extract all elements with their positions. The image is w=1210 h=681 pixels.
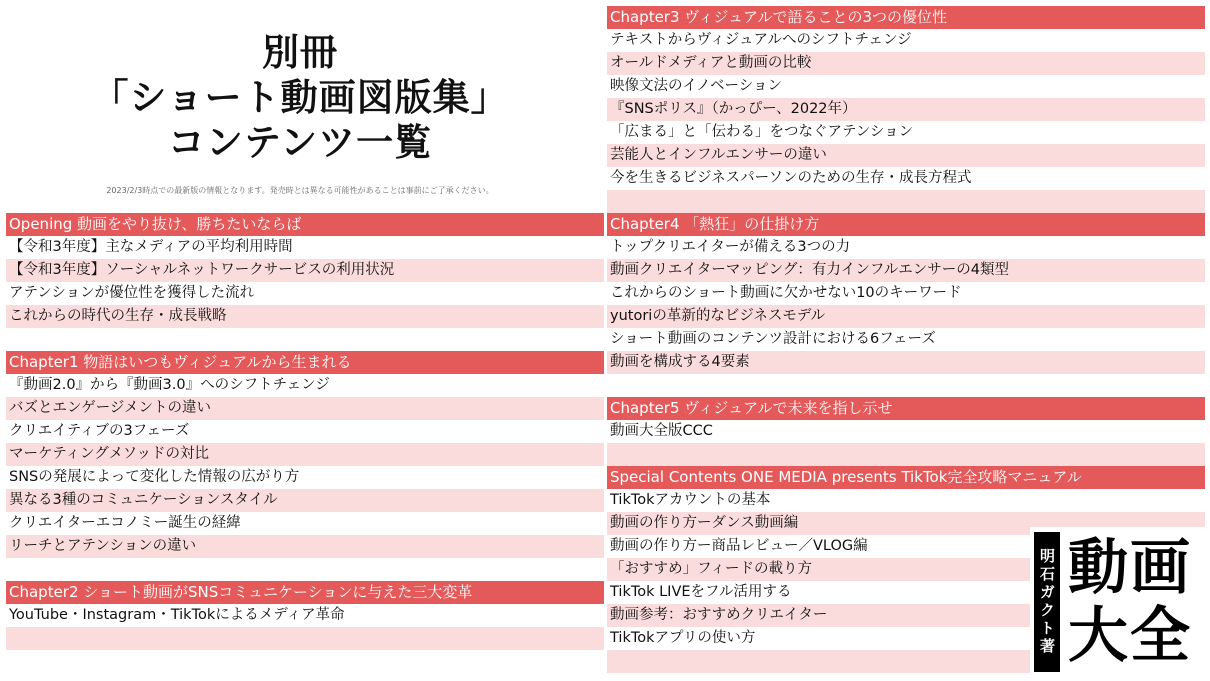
- contents-item: 「広まる」と「伝わる」をつなぐアテンション: [607, 121, 1205, 144]
- contents-item: 動画の作り方ーダンス動画編: [607, 512, 1205, 535]
- contents-item: yutoriの革新的なビジネスモデル: [607, 305, 1205, 328]
- contents-item: テキストからヴィジュアルへのシフトチェンジ: [607, 29, 1205, 52]
- title-line-3: コンテンツ一覧: [167, 121, 433, 164]
- contents-item: これからの時代の生存・成長戦略: [6, 305, 604, 328]
- contents-item: 動画参考：おすすめクリエイター: [607, 604, 1205, 627]
- contents-item: 『SNSポリス』（かっぴー、2022年）: [607, 98, 1205, 121]
- contents-item: SNSの発展によって変化した情報の広がり方: [6, 466, 604, 489]
- book-badge: [1030, 527, 1206, 677]
- contents-item: 「おすすめ」フィードの載り方: [607, 558, 1205, 581]
- spacer-row: [607, 443, 1205, 466]
- title-line-1: 別冊: [262, 31, 338, 74]
- contents-item: クリエイティブの3フェーズ: [6, 420, 604, 443]
- spacer-row: [607, 190, 1205, 213]
- contents-item: TikTok LIVEをフル活用する: [607, 581, 1205, 604]
- section-header: Chapter2 ショート動画がSNSコミュニケーションに与えた三大変革: [6, 581, 604, 604]
- badge-word-top: 動画: [1068, 533, 1192, 603]
- contents-item: 動画を構成する4要素: [607, 351, 1205, 374]
- contents-left-column: [6, 213, 604, 673]
- contents-item: 【令和3年度】ソーシャルネットワークサービスの利用状況: [6, 259, 604, 282]
- badge-word-bottom: 大全: [1068, 601, 1192, 671]
- contents-item: 映像文法のイノベーション: [607, 75, 1205, 98]
- spacer-row: [607, 374, 1205, 397]
- contents-item: 『動画2.0』から『動画3.0』へのシフトチェンジ: [6, 374, 604, 397]
- spacer-row: [6, 627, 604, 650]
- contents-item: アテンションが優位性を獲得した流れ: [6, 282, 604, 305]
- contents-item: YouTube・Instagram・TikTokによるメディア革命: [6, 604, 604, 627]
- contents-item: これからのショート動画に欠かせない10のキーワード: [607, 282, 1205, 305]
- contents-item: トップクリエイターが備える3つの力: [607, 236, 1205, 259]
- contents-item: 動画大全版CCC: [607, 420, 1205, 443]
- section-header: Chapter3 ヴィジュアルで語ることの3つの優位性: [607, 6, 1205, 29]
- contents-item: オールドメディアと動画の比較: [607, 52, 1205, 75]
- section-header: Special Contents ONE MEDIA presents TikTok完全攻略マニュアル: [607, 466, 1205, 489]
- section-header: Chapter4 「熱狂」の仕掛け方: [607, 213, 1205, 236]
- contents-item: リーチとアテンションの違い: [6, 535, 604, 558]
- contents-item: TikTokアカウントの基本: [607, 489, 1205, 512]
- contents-item: 【令和3年度】主なメディアの平均利用時間: [6, 236, 604, 259]
- contents-item: バズとエンゲージメントの違い: [6, 397, 604, 420]
- contents-item: マーケティングメソッドの対比: [6, 443, 604, 466]
- spacer-row: [6, 328, 604, 351]
- title-block: [0, 30, 600, 165]
- contents-item: ショート動画のコンテンツ設計における6フェーズ: [607, 328, 1205, 351]
- section-header: Chapter1 物語はいつもヴィジュアルから生まれる: [6, 351, 604, 374]
- contents-item: 動画クリエイターマッピング：有力インフルエンサーの4類型: [607, 259, 1205, 282]
- badge-author: 明石ガクト著: [1034, 532, 1060, 672]
- contents-item: クリエイターエコノミー誕生の経緯: [6, 512, 604, 535]
- spacer-row: [6, 650, 604, 673]
- contents-item: 芸能人とインフルエンサーの違い: [607, 144, 1205, 167]
- contents-item: 異なる3種のコミュニケーションスタイル: [6, 489, 604, 512]
- contents-item: TikTokアプリの使い方: [607, 627, 1205, 650]
- disclaimer-note: 2023/2/3時点での最新版の情報となります。発売時とは異なる可能性があることは事前にご了承ください。: [106, 186, 494, 195]
- contents-item: 今を生きるビジネスパーソンのための生存・成長方程式: [607, 167, 1205, 190]
- contents-item: 動画の作り方ー商品レビュー／VLOG編: [607, 535, 1205, 558]
- spacer-row: [6, 558, 604, 581]
- title-line-2: 「ショート動画図版集」: [91, 76, 509, 119]
- section-header: Chapter5 ヴィジュアルで未来を指し示せ: [607, 397, 1205, 420]
- section-header: Opening 動画をやり抜け、勝ちたいならば: [6, 213, 604, 236]
